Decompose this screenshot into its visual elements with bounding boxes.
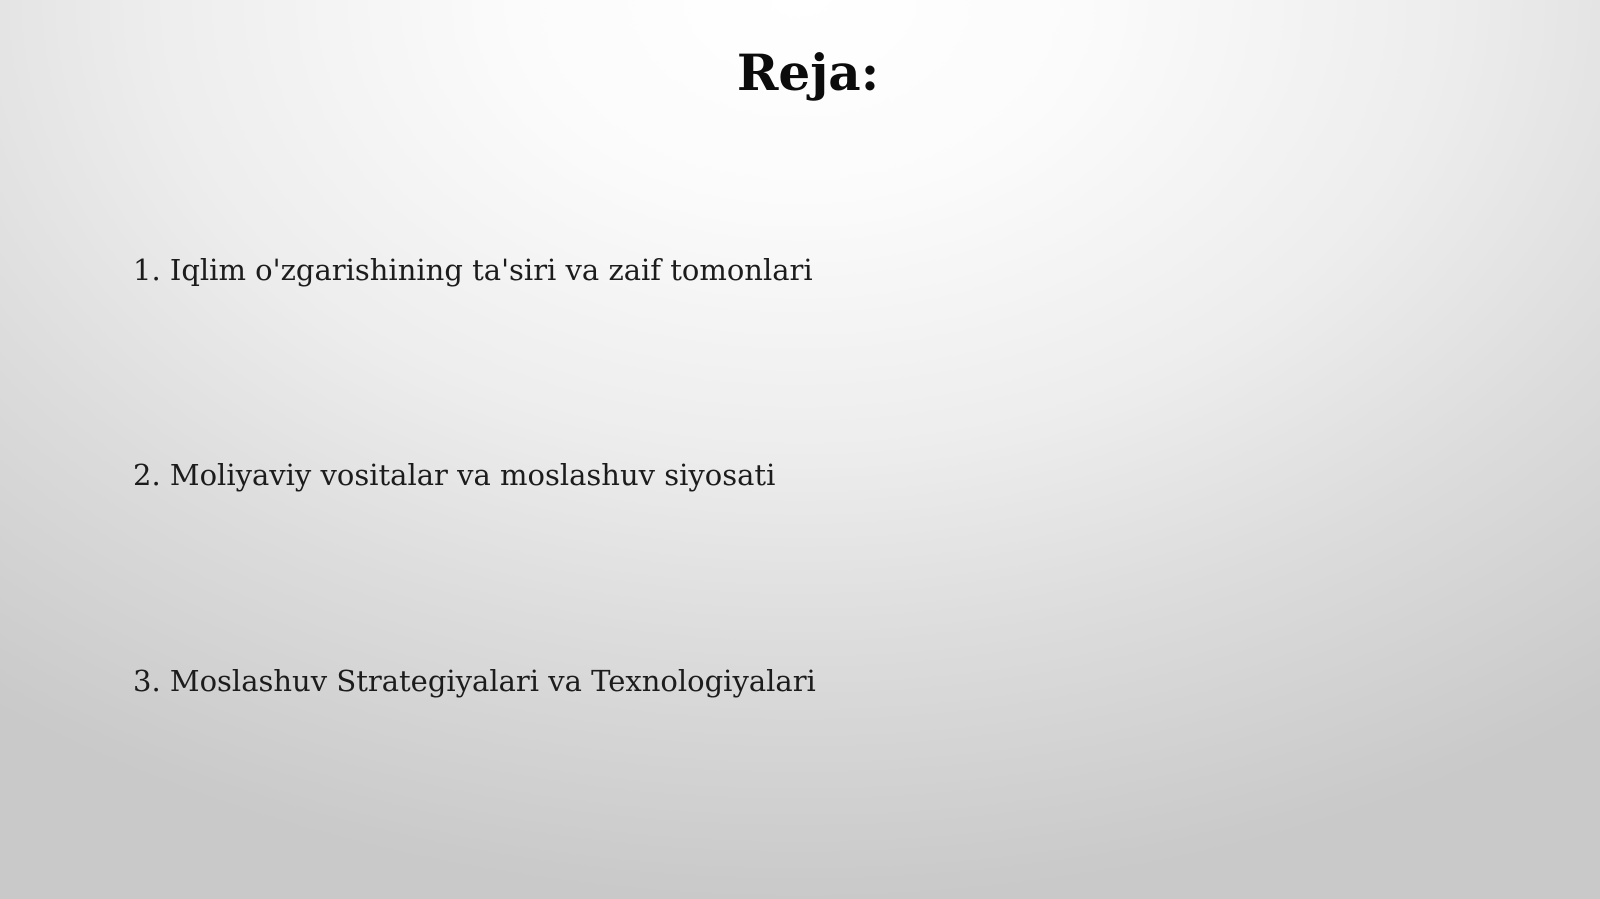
plan-item-1: 1. Iqlim o'zgarishining ta'siri va zaif tomonlari: [133, 253, 813, 287]
plan-item-2: 2. Moliyaviy vositalar va moslashuv siyosati: [133, 458, 776, 492]
slide-title: Reja:: [736, 43, 880, 102]
plan-item-3: 3. Moslashuv Strategiyalari va Texnologiyalari: [133, 664, 816, 698]
